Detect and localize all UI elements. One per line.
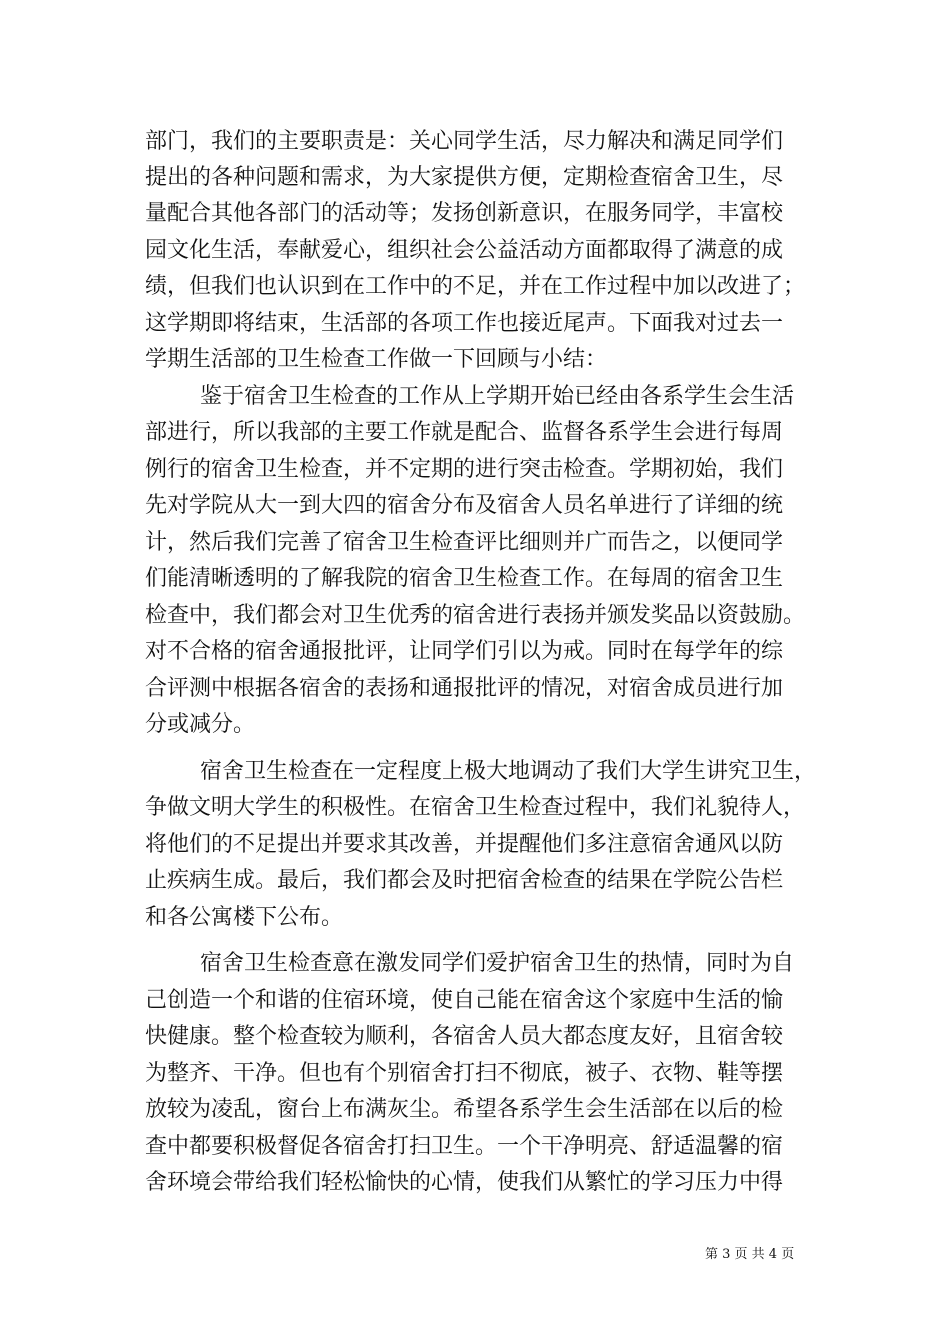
text-line: 争做文明大学生的积极性。在宿舍卫生检查过程中，我们礼貌待人，	[145, 795, 806, 820]
text-line: 量配合其他各部门的活动等；发扬创新意识，在服务同学，丰富校	[145, 201, 784, 226]
paragraph-start-line: 鉴于宿舍卫生检查的工作从上学期开始已经由各系学生会生活	[200, 384, 795, 409]
text-line: 将他们的不足提出并要求其改善，并提醒他们多注意宿舍通风以防	[145, 832, 784, 857]
text-line: 合评测中根据各宿舍的表扬和通报批评的情况，对宿舍成员进行加	[145, 676, 784, 701]
text-line: 部门，我们的主要职责是：关心同学生活，尽力解决和满足同学们	[145, 129, 784, 154]
text-line: 放较为凌乱，窗台上布满灰尘。希望各系学生会生活部在以后的检	[145, 1097, 784, 1122]
text-line: 例行的宿舍卫生检查，并不定期的进行突击检查。学期初始，我们	[145, 457, 784, 482]
text-line: 先对学院从大一到大四的宿舍分布及宿舍人员名单进行了详细的统	[145, 493, 784, 518]
text-line: 查中都要积极督促各宿舍打扫卫生。一个干净明亮、舒适温馨的宿	[145, 1134, 784, 1159]
text-line: 们能清晰透明的了解我院的宿舍卫生检查工作。在每周的宿舍卫生	[145, 566, 784, 591]
text-line: 快健康。整个检查较为顺利，各宿舍人员大都态度友好，且宿舍较	[145, 1024, 784, 1049]
text-line: 对不合格的宿舍通报批评，让同学们引以为戒。同时在每学年的综	[145, 639, 784, 664]
text-line: 计，然后我们完善了宿舍卫生检查评比细则并广而告之，以便同学	[145, 530, 784, 555]
text-line: 止疾病生成。最后，我们都会及时把宿舍检查的结果在学院公告栏	[145, 868, 784, 893]
text-line: 部进行，所以我部的主要工作就是配合、监督各系学生会进行每周	[145, 420, 784, 445]
paragraph-start-line: 宿舍卫生检查意在激发同学们爱护宿舍卫生的热情，同时为自	[200, 951, 795, 976]
page-number-footer: 第 3 页 共 4 页	[705, 1247, 795, 1262]
text-line: 绩，但我们也认识到在工作中的不足，并在工作过程中加以改进了；	[145, 274, 806, 299]
text-line: 和各公寓楼下公布。	[145, 905, 344, 930]
text-line: 这学期即将结束，生活部的各项工作也接近尾声。下面我对过去一	[145, 311, 784, 336]
text-line: 为整齐、干净。但也有个别宿舍打扫不彻底，被子、衣物、鞋等摆	[145, 1061, 784, 1086]
text-line: 提出的各种问题和需求，为大家提供方便，定期检查宿舍卫生，尽	[145, 165, 784, 190]
text-line: 学期生活部的卫生检查工作做一下回顾与小结：	[145, 347, 608, 372]
text-line: 舍环境会带给我们轻松愉快的心情，使我们从繁忙的学习压力中得	[145, 1170, 784, 1195]
text-line: 己创造一个和谐的住宿环境，使自己能在宿舍这个家庭中生活的愉	[145, 988, 784, 1013]
text-line: 园文化生活，奉献爱心，组织社会公益活动方面都取得了满意的成	[145, 238, 784, 263]
text-line: 检查中，我们都会对卫生优秀的宿舍进行表扬并颁发奖品以资鼓励。	[145, 603, 806, 628]
text-line: 分或减分。	[145, 712, 256, 737]
paragraph-start-line: 宿舍卫生检查在一定程度上极大地调动了我们大学生讲究卫生，	[200, 759, 817, 784]
